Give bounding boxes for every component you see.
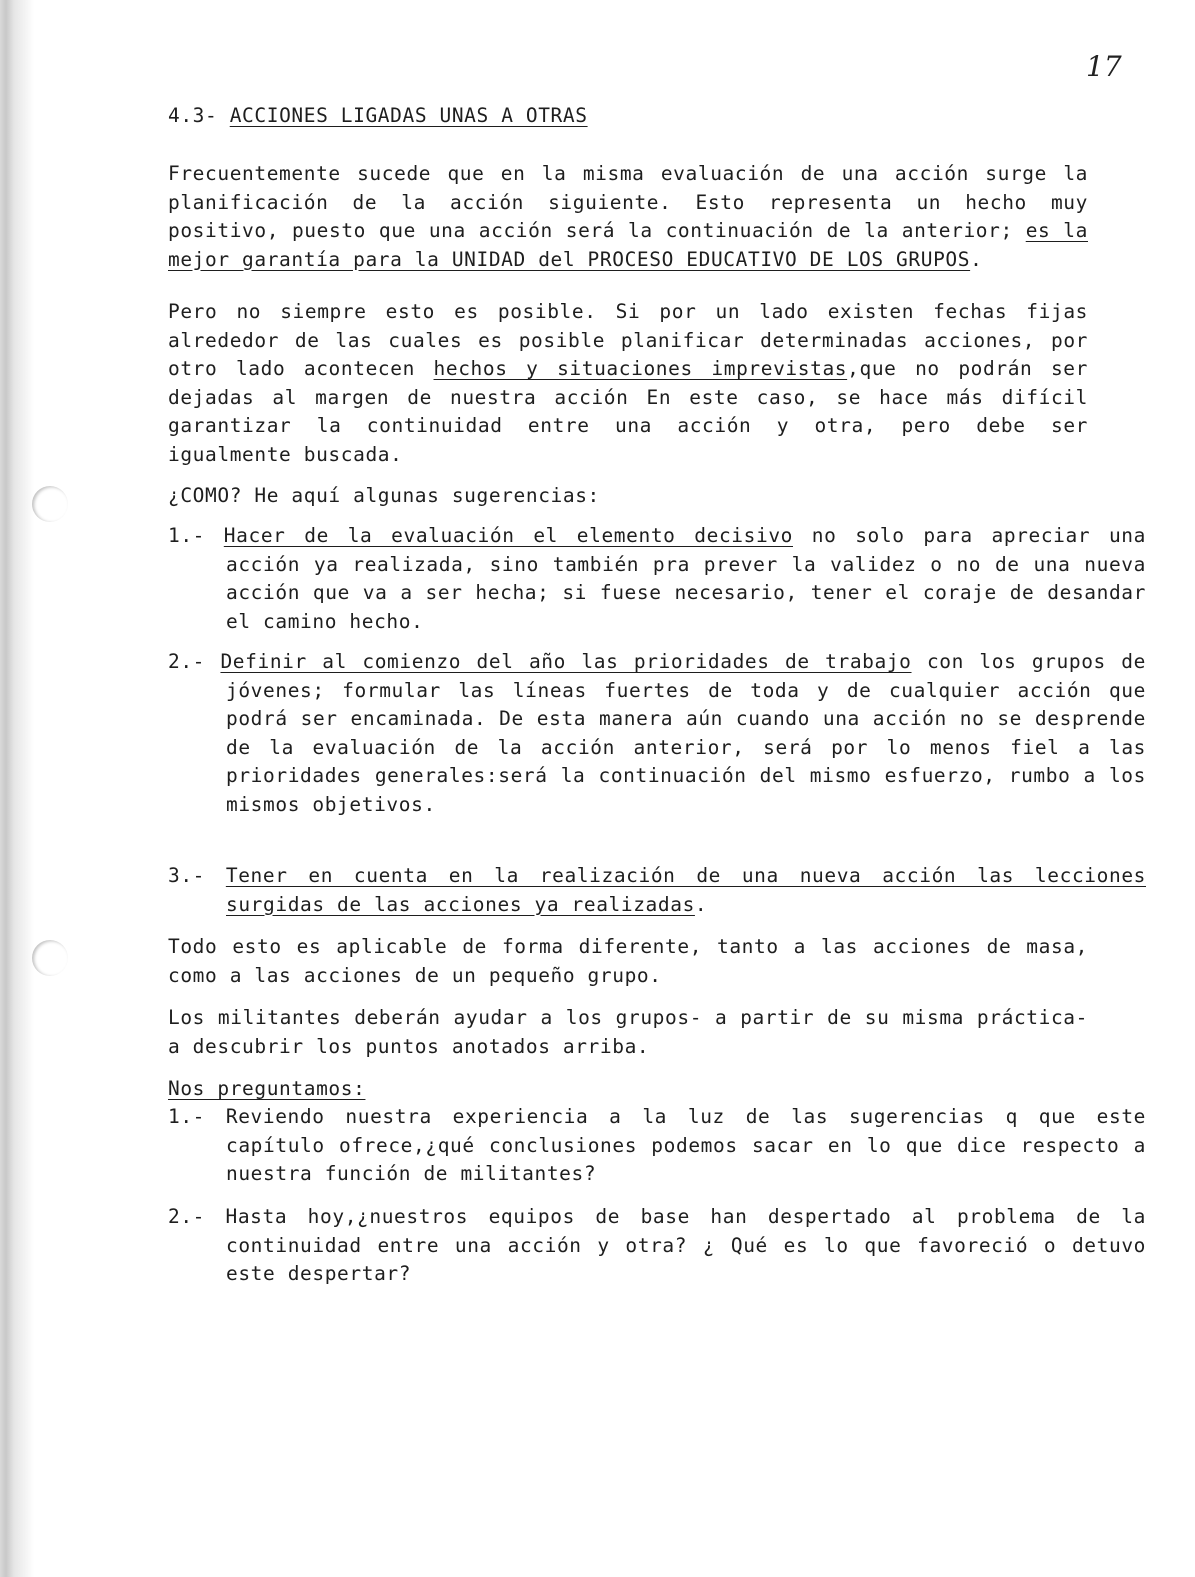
list-item-number: 2.- — [168, 1205, 226, 1228]
underlined-phrase: Hacer de la evaluación el elemento decisivo — [223, 524, 793, 547]
underlined-phrase: es la mejor garantía para la UNIDAD del PROCESO EDUCATIVO DE LOS GRUPOS — [168, 219, 1088, 271]
list-item — [168, 522, 1146, 636]
underlined-phrase: Definir al comienzo del año las prioridades de trabajo — [220, 650, 912, 673]
list-item-number: 3.- — [168, 864, 226, 887]
paragraph-question: ¿COMO? He aquí algunas sugerencias: — [168, 484, 600, 507]
paragraph-militants: Los militantes deberán ayudar a los grupos- a partir de su misma práctica- a descubrir los puntos anotados arriba. — [168, 1006, 1088, 1058]
question-text: Hasta hoy,¿nuestros equipos de base han despertado al problema de la continuidad entre una acción y otra? ¿ Qué es lo que favoreció o detuvo este despertar? — [225, 1205, 1146, 1285]
paragraph-text: Frecuentemente sucede que en la misma evaluación de una acción surge la planificación de la acción siguiente. Esto representa un hecho muy positivo, puesto que una acción será la continuación de la anterior; — [168, 162, 1088, 242]
page-number: 17 — [1086, 50, 1122, 83]
list-item-number: 2.- — [168, 650, 221, 673]
paragraph-text: ,que no podrán ser dejadas al margen de nuestra acción En este caso, se hace más difícil garantizar la continuidad entre una acción y otra, pero debe ser igualmente buscada. — [168, 357, 1088, 466]
paragraph-intro — [168, 160, 1088, 274]
paragraph-text: con los grupos de jóvenes; formular las líneas fuertes de toda y de cualquier acción que podrá ser encaminada. De esta manera aún cuando una acción no se desprende de la evaluación de la acción anterior, será por lo menos fiel a las prioridades generales:será la continuación del mismo esfuerzo, rumbo a los mismos objetivos. — [226, 650, 1146, 816]
questions-title: Nos preguntamos: — [168, 1077, 366, 1100]
paragraph-text: . — [970, 247, 983, 271]
question-item — [168, 1203, 1146, 1289]
paragraph-second — [168, 298, 1088, 469]
underlined-phrase: hechos y situaciones imprevistas — [433, 357, 848, 380]
scan-edge-shadow — [0, 0, 34, 1577]
list-item — [168, 648, 1146, 819]
list-item — [168, 862, 1146, 919]
paragraph-text: . — [694, 892, 708, 916]
punch-hole — [32, 940, 68, 976]
question-item — [168, 1103, 1146, 1189]
section-heading — [168, 104, 588, 127]
punch-hole — [32, 486, 68, 522]
list-item-number: 1.- — [168, 524, 224, 547]
section-number: 4.3- — [168, 104, 218, 127]
paragraph-application: Todo esto es aplicable de forma diferente, tanto a las acciones de masa, como a las acciones de un pequeño grupo. — [168, 935, 1088, 987]
question-text: Reviendo nuestra experiencia a la luz de las sugerencias q que este capítulo ofrece,¿qué conclusiones podemos sacar en lo que dice respecto a nuestra función de militantes? — [225, 1105, 1146, 1185]
questions-heading — [168, 1075, 1088, 1104]
list-item-number: 1.- — [168, 1105, 226, 1128]
paragraph-text: no solo para apreciar una acción ya realizada, sino también pra prever la validez o no de una nueva acción que va a ser hecha; si fuese necesario, tener el coraje de desandar el camino hecho. — [226, 524, 1146, 633]
underlined-phrase: Tener en cuenta en la realización de una nueva acción las lecciones surgidas de las acciones ya realizadas — [225, 864, 1146, 916]
section-title: ACCIONES LIGADAS UNAS A OTRAS — [229, 104, 588, 127]
paragraph-text: Pero no siempre esto es posible. Si por un lado existen fechas fijas alrededor de las cuales es posible planificar determinadas acciones, por otro lado acontecen — [168, 300, 1088, 380]
